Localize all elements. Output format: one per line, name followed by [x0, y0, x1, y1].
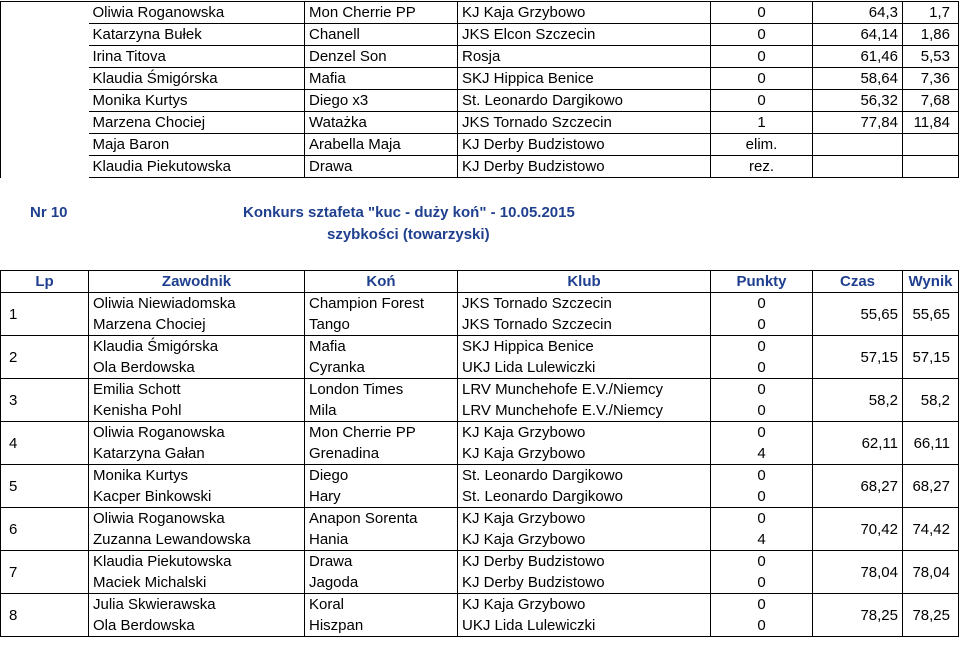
rider-cell: Julia Skwierawska [89, 594, 305, 616]
club-cell: JKS Tornado Szczecin [458, 314, 711, 336]
header-horse: Koń [305, 271, 458, 293]
header-result: Wynik [903, 271, 959, 293]
points-cell: 0 [711, 486, 813, 508]
points-cell: 1 [711, 112, 813, 134]
result-cell: 55,65 [903, 293, 959, 336]
previous-results-body [1, 2, 959, 178]
competition-title: Konkurs sztafeta "kuc - duży koń" - 10.05.2015 [243, 204, 575, 221]
time-cell: 78,25 [813, 594, 903, 637]
table-row [1, 594, 959, 616]
horse-cell: Mafia [305, 68, 458, 90]
time-cell: 55,65 [813, 293, 903, 336]
points-cell: 0 [711, 46, 813, 68]
time-cell [813, 134, 903, 156]
club-cell: UKJ Lida Lulewiczki [458, 615, 711, 637]
club-cell: KJ Derby Budzistowo [458, 156, 711, 178]
horse-cell: Anapon Sorenta [305, 508, 458, 530]
result-cell: 7,36 [903, 68, 959, 90]
rider-cell: Marzena Chociej [89, 112, 305, 134]
rider-cell: Ola Berdowska [89, 357, 305, 379]
results-table [0, 270, 959, 637]
header-rider: Zawodnik [89, 271, 305, 293]
rider-cell: Emilia Schott [89, 379, 305, 401]
club-cell: JKS Tornado Szczecin [458, 112, 711, 134]
horse-cell: Drawa [305, 551, 458, 573]
result-cell: 11,84 [903, 112, 959, 134]
rider-cell: Ola Berdowska [89, 615, 305, 637]
results-body [1, 293, 959, 637]
table-row [1, 336, 959, 358]
table-row [1, 156, 959, 178]
points-cell: elim. [711, 134, 813, 156]
points-cell: 0 [711, 357, 813, 379]
lp-cell: 6 [1, 508, 89, 551]
club-cell: JKS Elcon Szczecin [458, 24, 711, 46]
points-cell: 0 [711, 465, 813, 487]
horse-cell: Mila [305, 400, 458, 422]
lp-cell: 4 [1, 422, 89, 465]
lp-cell: 2 [1, 336, 89, 379]
points-cell: 0 [711, 24, 813, 46]
rider-cell: Maja Baron [89, 134, 305, 156]
time-cell: 62,11 [813, 422, 903, 465]
points-cell: 0 [711, 336, 813, 358]
table-row [1, 551, 959, 573]
competition-heading [0, 204, 960, 250]
rider-cell: Zuzanna Lewandowska [89, 529, 305, 551]
horse-cell: London Times [305, 379, 458, 401]
rider-cell: Katarzyna Bułek [89, 24, 305, 46]
rider-cell: Oliwia Roganowska [89, 2, 305, 24]
horse-cell: Grenadina [305, 443, 458, 465]
table-row [1, 134, 959, 156]
horse-cell: Watażka [305, 112, 458, 134]
points-cell: 0 [711, 379, 813, 401]
header-row [1, 271, 959, 293]
competition-number: Nr 10 [30, 204, 68, 221]
club-cell: SKJ Hippica Benice [458, 68, 711, 90]
lp-cell [1, 46, 89, 68]
previous-results-table [0, 1, 959, 178]
club-cell: Rosja [458, 46, 711, 68]
club-cell: LRV Munchehofe E.V./Niemcy [458, 379, 711, 401]
lp-cell [1, 90, 89, 112]
lp-cell: 5 [1, 465, 89, 508]
points-cell: rez. [711, 156, 813, 178]
club-cell: St. Leonardo Dargikowo [458, 465, 711, 487]
rider-cell: Oliwia Roganowska [89, 422, 305, 444]
rider-cell: Katarzyna Gałan [89, 443, 305, 465]
header-club: Klub [458, 271, 711, 293]
points-cell: 0 [711, 2, 813, 24]
result-cell: 1,7 [903, 2, 959, 24]
rider-cell: Klaudia Śmigórska [89, 336, 305, 358]
header-time: Czas [813, 271, 903, 293]
points-cell: 0 [711, 68, 813, 90]
lp-cell: 7 [1, 551, 89, 594]
table-row [1, 293, 959, 315]
time-cell: 70,42 [813, 508, 903, 551]
points-cell: 0 [711, 572, 813, 594]
rider-cell: Oliwia Niewiadomska [89, 293, 305, 315]
result-cell: 78,04 [903, 551, 959, 594]
points-cell: 0 [711, 508, 813, 530]
horse-cell: Mafia [305, 336, 458, 358]
result-cell: 57,15 [903, 336, 959, 379]
rider-cell: Marzena Chociej [89, 314, 305, 336]
points-cell: 4 [711, 529, 813, 551]
time-cell: 64,14 [813, 24, 903, 46]
rider-cell: Klaudia Śmigórska [89, 68, 305, 90]
points-cell: 0 [711, 551, 813, 573]
time-cell: 61,46 [813, 46, 903, 68]
table-row [1, 508, 959, 530]
club-cell: KJ Kaja Grzybowo [458, 2, 711, 24]
table-row [1, 2, 959, 24]
time-cell: 68,27 [813, 465, 903, 508]
rider-cell: Kacper Binkowski [89, 486, 305, 508]
result-cell: 7,68 [903, 90, 959, 112]
club-cell: SKJ Hippica Benice [458, 336, 711, 358]
lp-cell [1, 156, 89, 178]
time-cell: 57,15 [813, 336, 903, 379]
time-cell [813, 156, 903, 178]
result-cell: 5,53 [903, 46, 959, 68]
result-cell: 58,2 [903, 379, 959, 422]
table-row [1, 24, 959, 46]
horse-cell: Arabella Maja [305, 134, 458, 156]
horse-cell: Mon Cherrie PP [305, 422, 458, 444]
table-row [1, 46, 959, 68]
table-row [1, 90, 959, 112]
table-row [1, 379, 959, 401]
time-cell: 78,04 [813, 551, 903, 594]
horse-cell: Jagoda [305, 572, 458, 594]
club-cell: LRV Munchehofe E.V./Niemcy [458, 400, 711, 422]
lp-cell: 8 [1, 594, 89, 637]
club-cell: St. Leonardo Dargikowo [458, 90, 711, 112]
horse-cell: Diego x3 [305, 90, 458, 112]
club-cell: KJ Kaja Grzybowo [458, 594, 711, 616]
horse-cell: Drawa [305, 156, 458, 178]
horse-cell: Cyranka [305, 357, 458, 379]
rider-cell: Maciek Michalski [89, 572, 305, 594]
result-cell: 74,42 [903, 508, 959, 551]
result-cell [903, 156, 959, 178]
points-cell: 0 [711, 400, 813, 422]
lp-cell [1, 112, 89, 134]
result-cell: 1,86 [903, 24, 959, 46]
club-cell: KJ Derby Budzistowo [458, 551, 711, 573]
time-cell: 77,84 [813, 112, 903, 134]
points-cell: 0 [711, 90, 813, 112]
lp-cell [1, 2, 89, 24]
time-cell: 56,32 [813, 90, 903, 112]
time-cell: 58,2 [813, 379, 903, 422]
club-cell: KJ Kaja Grzybowo [458, 422, 711, 444]
table-row [1, 112, 959, 134]
points-cell: 0 [711, 594, 813, 616]
horse-cell: Hiszpan [305, 615, 458, 637]
club-cell: KJ Derby Budzistowo [458, 572, 711, 594]
club-cell: KJ Kaja Grzybowo [458, 508, 711, 530]
points-cell: 0 [711, 615, 813, 637]
lp-cell [1, 24, 89, 46]
horse-cell: Diego [305, 465, 458, 487]
result-cell: 68,27 [903, 465, 959, 508]
club-cell: KJ Derby Budzistowo [458, 134, 711, 156]
header-lp: Lp [1, 271, 89, 293]
points-cell: 0 [711, 293, 813, 315]
rider-cell: Klaudia Piekutowska [89, 156, 305, 178]
points-cell: 4 [711, 443, 813, 465]
time-cell: 64,3 [813, 2, 903, 24]
horse-cell: Denzel Son [305, 46, 458, 68]
result-cell: 78,25 [903, 594, 959, 637]
rider-cell: Monika Kurtys [89, 465, 305, 487]
table-row [1, 465, 959, 487]
rider-cell: Kenisha Pohl [89, 400, 305, 422]
lp-cell: 1 [1, 293, 89, 336]
horse-cell: Mon Cherrie PP [305, 2, 458, 24]
result-cell [903, 134, 959, 156]
points-cell: 0 [711, 422, 813, 444]
club-cell: UKJ Lida Lulewiczki [458, 357, 711, 379]
points-cell: 0 [711, 314, 813, 336]
header-points: Punkty [711, 271, 813, 293]
lp-cell [1, 68, 89, 90]
horse-cell: Koral [305, 594, 458, 616]
lp-cell [1, 134, 89, 156]
horse-cell: Chanell [305, 24, 458, 46]
competition-subtitle: szybkości (towarzyski) [327, 226, 490, 243]
table-row [1, 422, 959, 444]
result-cell: 66,11 [903, 422, 959, 465]
horse-cell: Hary [305, 486, 458, 508]
club-cell: JKS Tornado Szczecin [458, 293, 711, 315]
horse-cell: Hania [305, 529, 458, 551]
horse-cell: Champion Forest [305, 293, 458, 315]
club-cell: St. Leonardo Dargikowo [458, 486, 711, 508]
time-cell: 58,64 [813, 68, 903, 90]
horse-cell: Tango [305, 314, 458, 336]
rider-cell: Monika Kurtys [89, 90, 305, 112]
table-row [1, 68, 959, 90]
rider-cell: Oliwia Roganowska [89, 508, 305, 530]
lp-cell: 3 [1, 379, 89, 422]
club-cell: KJ Kaja Grzybowo [458, 529, 711, 551]
rider-cell: Irina Titova [89, 46, 305, 68]
club-cell: KJ Kaja Grzybowo [458, 443, 711, 465]
rider-cell: Klaudia Piekutowska [89, 551, 305, 573]
